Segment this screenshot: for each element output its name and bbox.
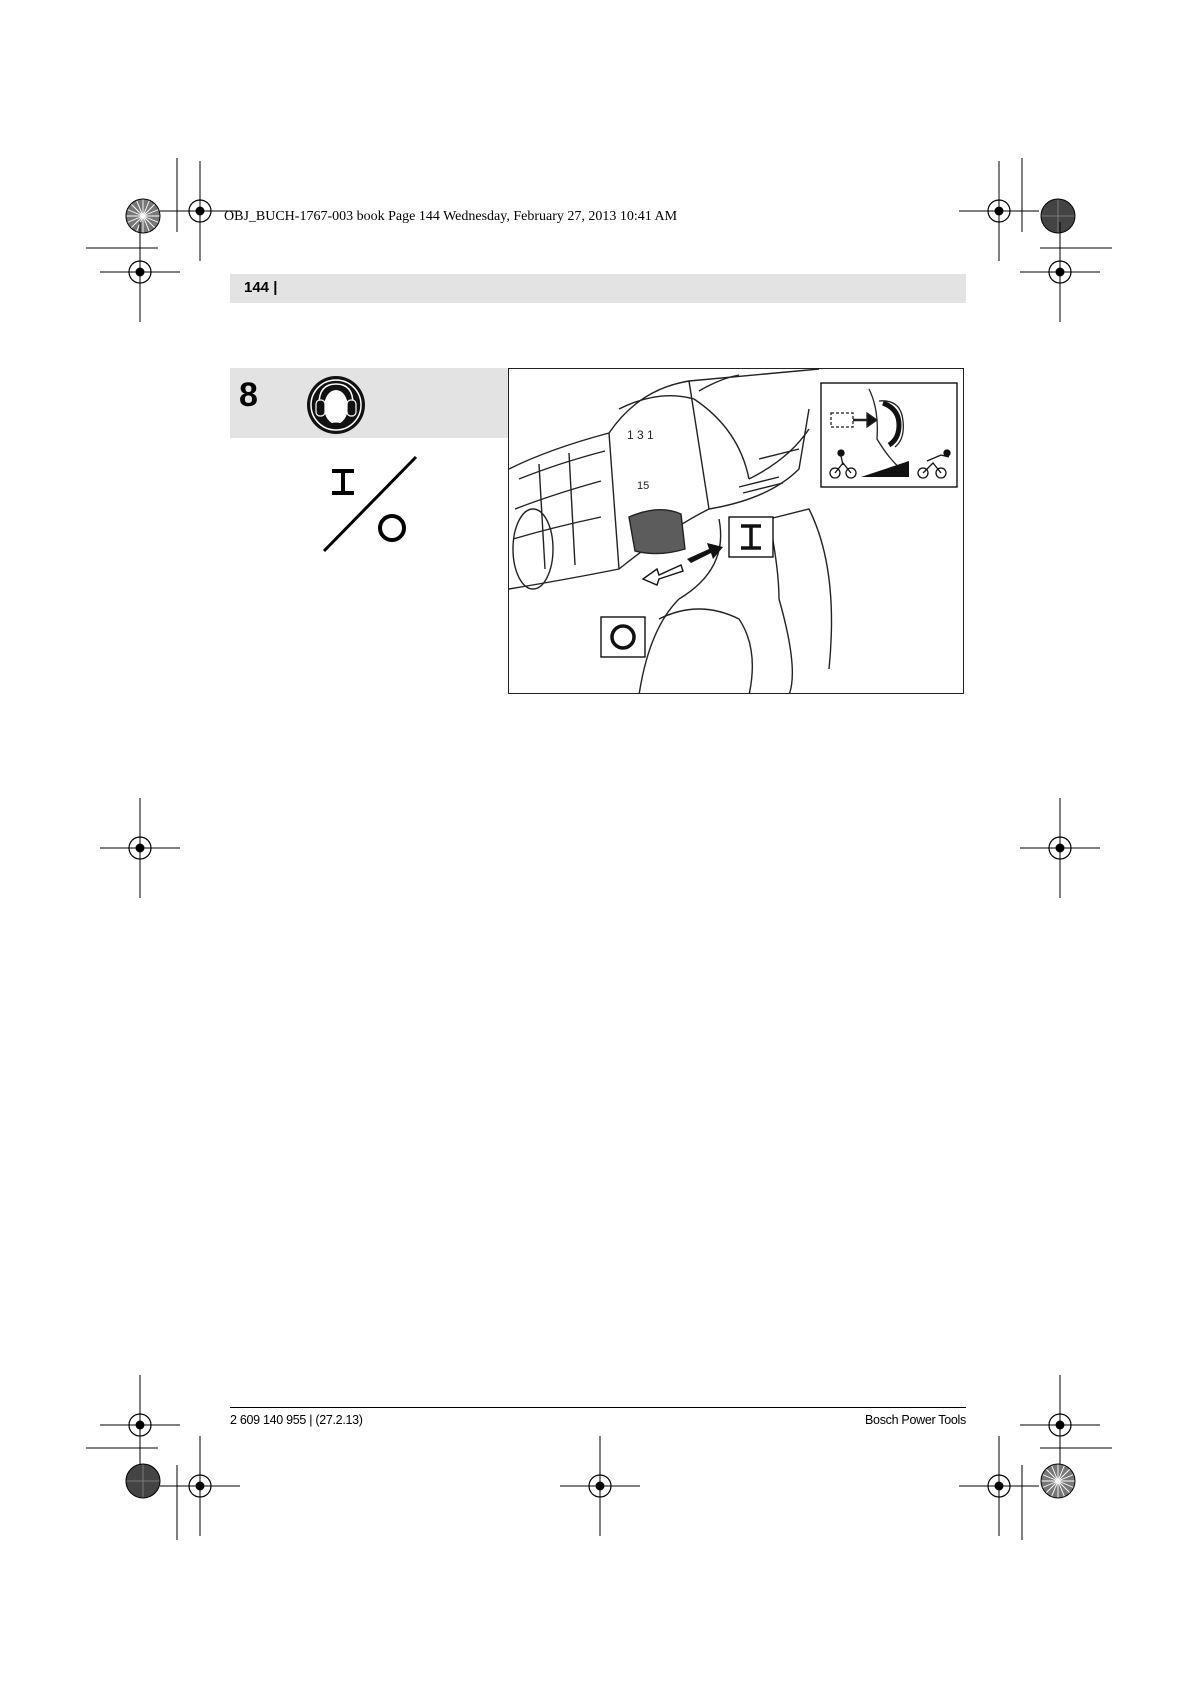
step-number: 8 bbox=[239, 376, 258, 414]
on-symbol bbox=[332, 471, 354, 493]
book-info-line: OBJ_BUCH-1767-003 book Page 144 Wednesday, February 27, 2013 10:41 AM bbox=[224, 209, 678, 224]
document-number: 2 609 140 955 | (27.2.13) bbox=[230, 1413, 363, 1427]
publisher-name: Bosch Power Tools bbox=[865, 1413, 966, 1427]
footer-rule bbox=[230, 1407, 966, 1408]
on-off-symbol bbox=[318, 453, 428, 563]
drill-drawing bbox=[509, 369, 964, 694]
svg-text:15: 15 bbox=[637, 480, 650, 492]
step-box bbox=[230, 368, 508, 438]
off-symbol bbox=[380, 516, 404, 540]
ear-protection-icon bbox=[305, 374, 367, 436]
page-header-bar bbox=[230, 274, 966, 303]
page-number: 144 | bbox=[244, 279, 278, 296]
drill-switch-illustration bbox=[508, 368, 964, 694]
svg-text:1 3 1: 1 3 1 bbox=[627, 428, 654, 442]
